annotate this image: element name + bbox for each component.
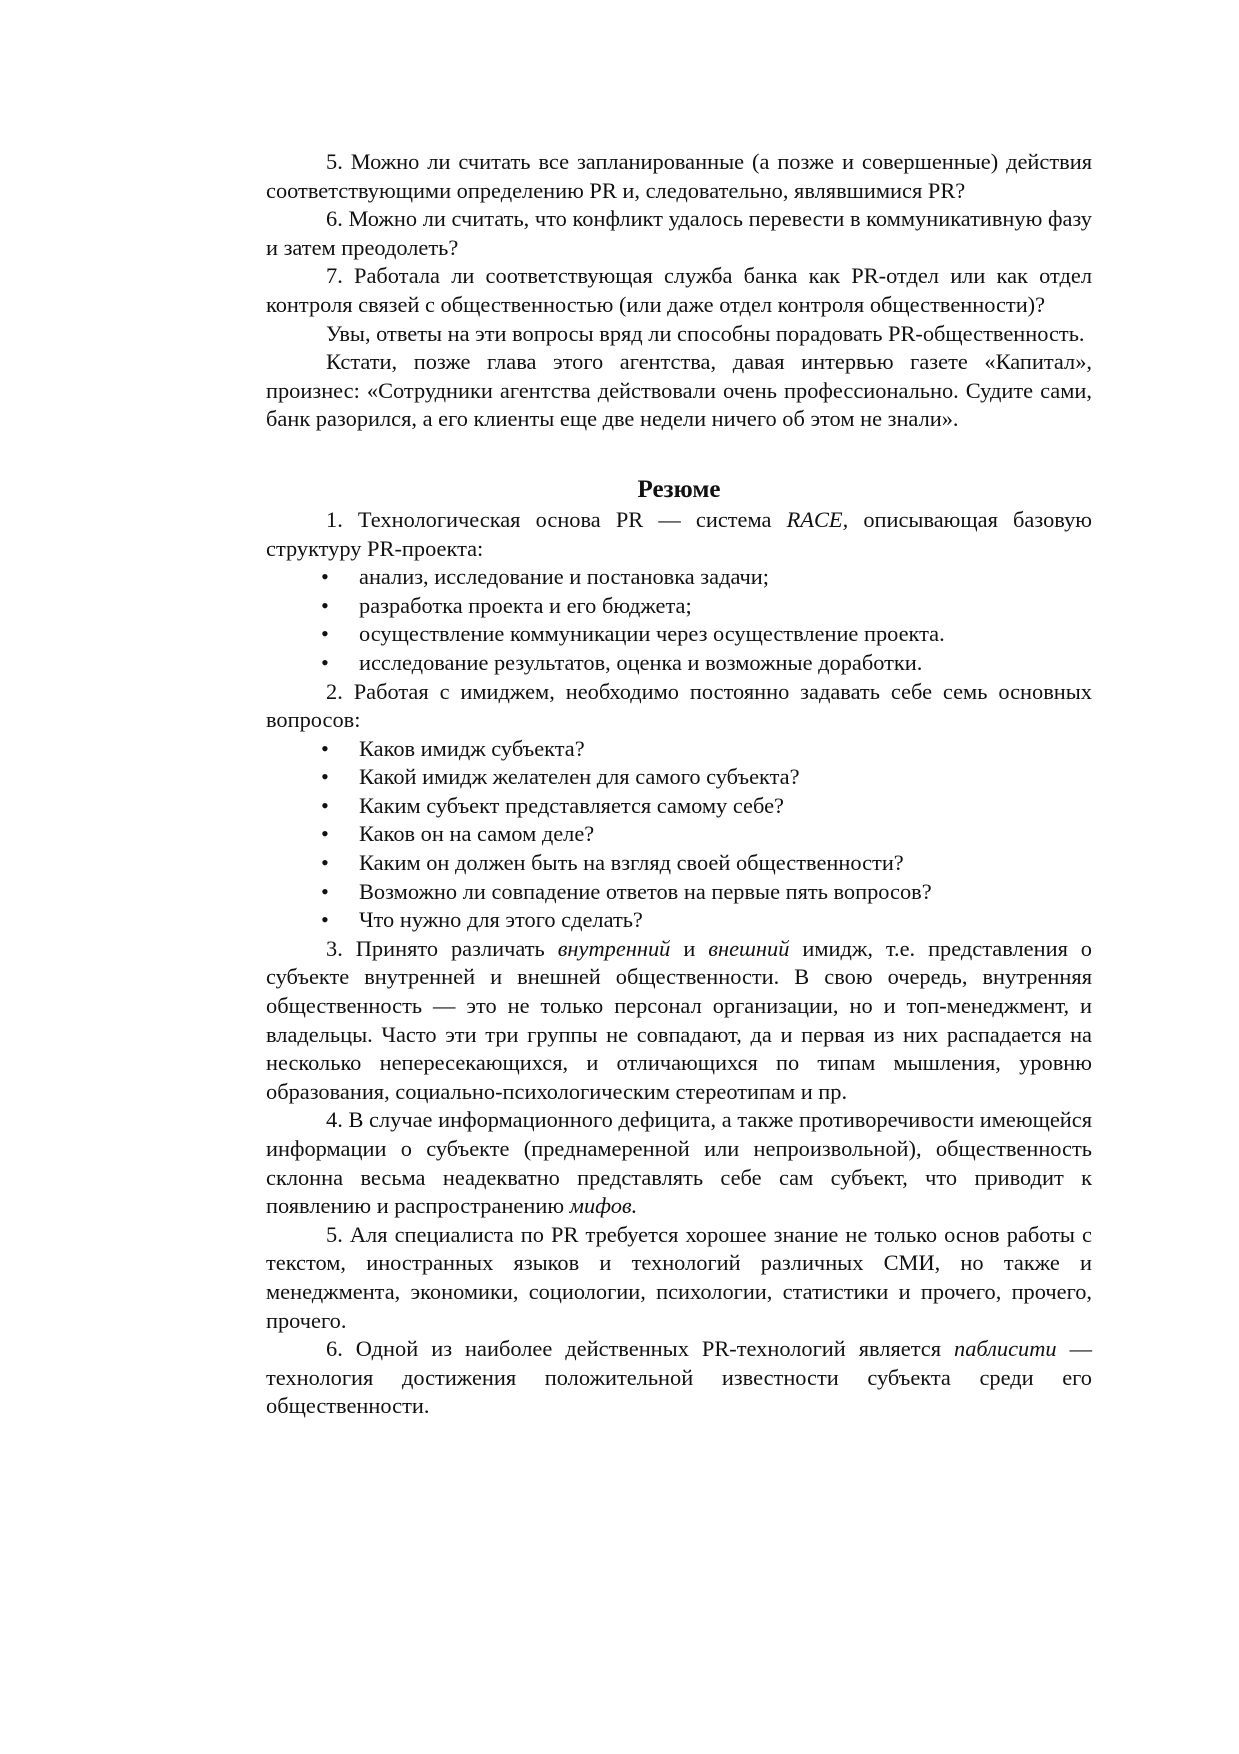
question-6-paragraph: 6. Можно ли считать, что конфликт удалось перевести в коммуникативную фазу и затем преодолеть? bbox=[266, 206, 1092, 260]
section-spacer bbox=[266, 434, 1092, 462]
question-7-paragraph: 7. Работала ли соответствующая служба банка как PR-отдел или как отдел контроля связей с общественностью (или даже отдел контроля общественности)? bbox=[266, 263, 1092, 317]
list-item: • Каков он на самом деле? bbox=[321, 820, 1092, 849]
point-3-text-end: имидж, т.е. представления о субъекте внутренней и внешней общественности. В свою очередь, внутренняя общественность — это не только персонал организации, но и топ-менеджмент, и владельцы. Часто эти три группы не совпадают, да и первая из них распадается на несколько непересекающихся, и отличающихся по типам мышления, уровню образования, социально-психологическим стереотипам и пр. bbox=[266, 935, 1093, 1104]
summary-point-5: 5. Аля специалиста по PR требуется хорошее знание не только основ работы с текстом, иностранных языков и технологий различных СМИ, но также и менеджмента, экономики, социологии, психологии, статистики и прочего, прочего, прочего. bbox=[266, 1221, 1092, 1333]
race-steps-list bbox=[266, 563, 1092, 677]
summary-heading: Резюме bbox=[637, 475, 721, 503]
myths-term: мифов. bbox=[569, 1193, 638, 1219]
summary-point-4 bbox=[266, 1106, 1092, 1220]
list-item: • Каким субъект представляется самому себе? bbox=[321, 792, 1092, 821]
question-5-paragraph: 5. Можно ли считать все запланированные (а позже и совершенные) действия соответствующими определению PR и, следовательно, являвшимися PR? bbox=[266, 149, 1092, 203]
point-6-text: 6. Одной из наиболее действенных PR-технологий является bbox=[326, 1336, 955, 1362]
answers-paragraph: Увы, ответы на эти вопросы вряд ли способны порадовать PR-общественность. bbox=[326, 320, 1085, 346]
point-1-text: 1. Технологическая основа PR — система bbox=[326, 506, 787, 532]
publicity-term: паблисити bbox=[954, 1336, 1057, 1362]
list-item: • исследование результатов, оценка и возможные доработки. bbox=[321, 649, 1092, 678]
list-item: • Какой имидж желателен для самого субъекта? bbox=[321, 763, 1092, 792]
point-4-text: 4. В случае информационного дефицита, а также противоречивости имеющейся информации о субъекте (преднамеренной или непроизвольной), общественность склонна весьма неадекватно представлять себе сам субъект, что приводит к появлению и распространению bbox=[266, 1107, 1092, 1219]
summary-point-2: 2. Работая с имиджем, необходимо постоянно задавать себе семь основных вопросов: bbox=[266, 678, 1092, 733]
summary-point-3 bbox=[266, 935, 1092, 1107]
point-3-conjunction: и bbox=[670, 935, 709, 961]
list-item: • анализ, исследование и постановка задачи; bbox=[321, 563, 1092, 592]
summary-point-1 bbox=[266, 506, 1092, 563]
list-item: • Возможно ли совпадение ответов на первые пять вопросов? bbox=[321, 878, 1092, 907]
document-page bbox=[266, 148, 1092, 1421]
list-item: • Каков имидж субъекта? bbox=[321, 735, 1092, 764]
summary-point-6 bbox=[266, 1335, 1092, 1421]
point-6-text-end: — технология достижения положительной известности субъекта среди его общественности. bbox=[266, 1336, 1092, 1419]
image-questions-list bbox=[266, 735, 1092, 935]
internal-term: внутренний bbox=[557, 935, 671, 961]
list-item: • осуществление коммуникации через осуществление проекта. bbox=[321, 620, 1092, 649]
list-item: • разработка проекта и его бюджета; bbox=[321, 592, 1092, 621]
point-1-text-end: описывающая базовую структуру PR-проекта: bbox=[266, 506, 1093, 561]
race-term: RACE, bbox=[786, 506, 849, 532]
external-term: внешний bbox=[708, 935, 790, 961]
list-item: • Каким он должен быть на взгляд своей общественности? bbox=[321, 849, 1092, 878]
point-3-text: 3. Принято различать bbox=[326, 935, 558, 961]
interview-paragraph: Кстати, позже глава этого агентства, давая интервью газете «Капитал», произнес: «Сотрудники агентства действовали очень профессионально. Судите сами, банк разорился, а его клиенты еще две недели ничего об этом не знали». bbox=[266, 349, 1092, 432]
list-item: • Что нужно для этого сделать? bbox=[321, 906, 1092, 935]
